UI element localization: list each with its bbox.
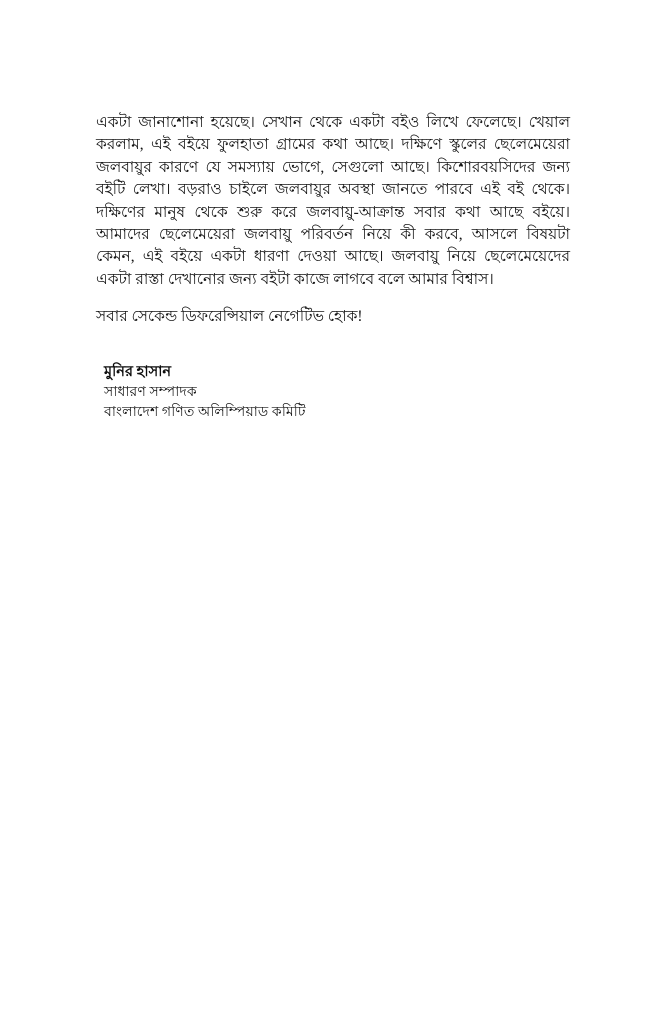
signature-block: [96, 362, 570, 423]
signature-role: সাধারণ সম্পাদক: [104, 383, 197, 400]
signature-name: মুনির হাসান: [104, 363, 172, 380]
closing-line: সবার সেকেন্ড ডিফরেন্সিয়াল নেগেটিভ হোক!: [96, 308, 363, 326]
page-content: [96, 112, 570, 423]
body-paragraph: একটা জানাশোনা হয়েছে। সেখান থেকে একটা বইও লিখে ফেলেছে। খেয়াল করলাম, এই বইয়ে ফুলহাতা গ্রামের কথা আছে। দক্ষিণে স্কুলের ছেলেমেয়েরা জলবায়ুর কারণে যে সমস্যায় ভোগে, সেগুলো আছে। কিশোরবয়সিদের জন্য বইটি লেখা। বড়রাও চাইলে জলবায়ুর অবস্থা জানতে পারবে এই বই থেকে। দক্ষিণের মানুষ থেকে শুরু করে জলবায়ু-আক্রান্ত সবার কথা আছে বইয়ে। আমাদের ছেলেমেয়েরা জলবায়ু পরিবর্তন নিয়ে কী করবে, আসলে বিষয়টা কেমন, এই বইয়ে একটা ধারণা দেওয়া আছে। জলবায়ু নিয়ে ছেলেমেয়েদের একটা রাস্তা দেখানোর জন্য বইটা কাজে লাগবে বলে আমার বিশ্বাস।: [96, 114, 570, 288]
signature-organization: বাংলাদেশ গণিত অলিম্পিয়াড কমিটি: [104, 404, 306, 421]
